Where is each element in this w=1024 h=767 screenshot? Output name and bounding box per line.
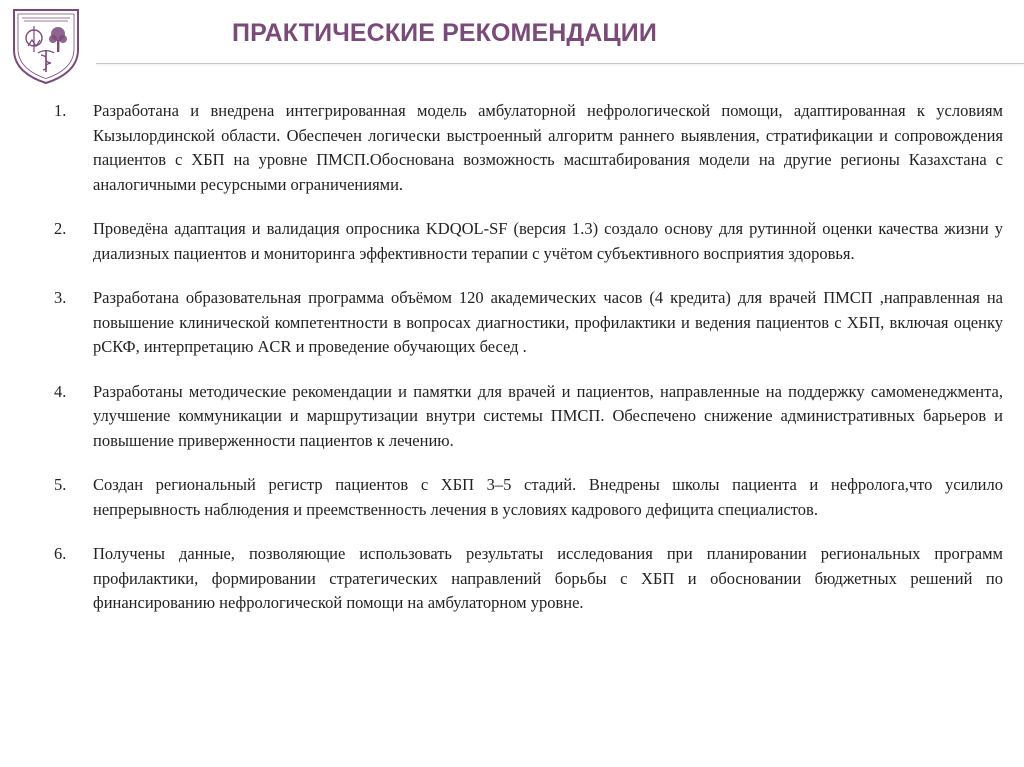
item-text: Получены данные, позволяющие использовать результаты исследования при планировании региональных программ профилактики, формировании стратегических направлений борьбы с ХБП и обосновании бюджетных решений по финансированию нефрологической помощи на амбулаторном уровне. (93, 544, 1003, 612)
item-text: Проведёна адаптация и валидация опросника KDQOL-SF (версия 1.3) создало основу для рутинной оценки качества жизни у диализных пациентов и мониторинга эффективности терапии с учётом субъективного восприятия здоровья. (93, 219, 1003, 263)
item-text: Создан региональный регистр пациентов с ХБП 3–5 стадий. Внедрены школы пациента и нефролога,что усилило непрерывность наблюдения и преемственность лечения в условиях кадрового дефицита специалистов. (93, 475, 1003, 519)
list-item (54, 473, 1003, 522)
list-item (54, 99, 1003, 197)
item-number: 6. (54, 544, 67, 563)
list-item (54, 286, 1003, 360)
item-text: Разработаны методические рекомендации и памятки для врачей и пациентов, направленные на поддержку самоменеджмента, улучшение коммуникации и маршрутизации внутри системы ПМСП. Обеспечено снижение административных барьеров и повышение приверженности пациентов к лечению. (93, 381, 1003, 450)
page-title: ПРАКТИЧЕСКИЕ РЕКОМЕНДАЦИИ (232, 19, 657, 47)
item-number: 2. (54, 219, 67, 238)
item-number: 3. (54, 288, 67, 307)
item-number: 5. (54, 475, 67, 494)
item-number: 1. (54, 101, 67, 120)
list-item (54, 380, 1003, 454)
item-text: Разработана и внедрена интегрированная модель амбулаторной нефрологической помощи, адаптированная к условиям Кызылординской области. Обеспечен логически выстроенный алгоритм раннего выявления, стратификации и сопровождения пациентов с ХБП на уровне ПМСП.Обоснована возможность масштабирования модели на другие регионы Казахстана с аналогичными ресурсными ограничениями. (93, 101, 1003, 194)
item-text: Разработана образовательная программа объёмом 120 академических часов (4 кредита) для врачей ПМСП ,направленная на повышение клинической компетентности в вопросах диагностики, профилактики и ведения пациентов с ХБП, включая оценку рСКФ, интерпретацию ACR и проведение обучающих бесед . (93, 288, 1003, 356)
list-item (54, 217, 1003, 266)
recommendations-list (54, 99, 1003, 636)
list-item (54, 542, 1003, 616)
university-emblem-icon (10, 6, 82, 86)
header-divider (96, 63, 1024, 64)
item-number: 4. (54, 381, 67, 401)
